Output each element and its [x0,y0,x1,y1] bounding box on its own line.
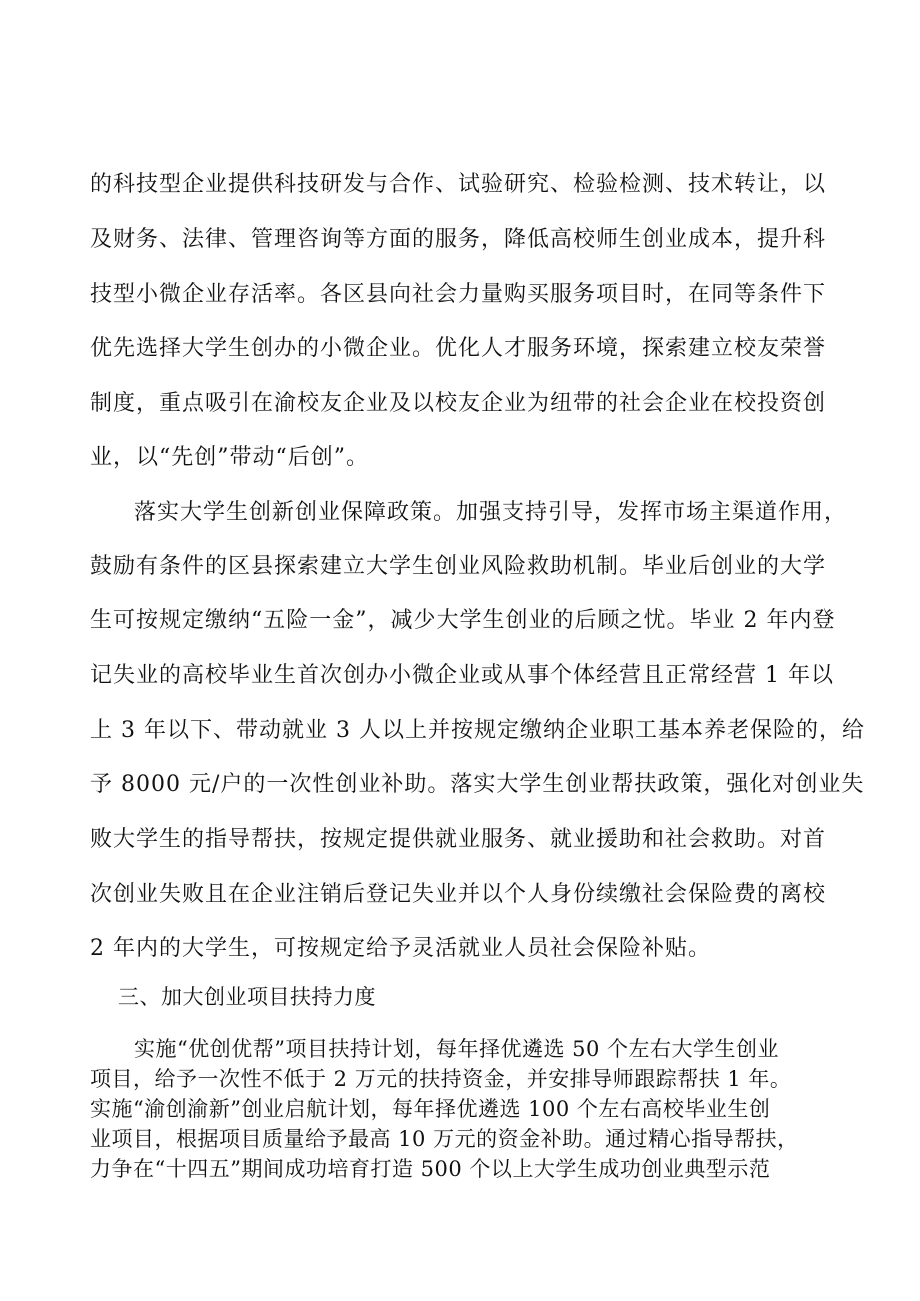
text-line: 实施“渝创渝新”创业启航计划，每年择优遴选 100 个左右高校毕业生创 [90,1097,771,1121]
text-line: 业，以“先创”带动“后创”。 [90,445,369,470]
text-line: 项目，给予一次性不低于 2 万元的扶持资金，并安排导师跟踪帮扶 1 年。 [90,1067,792,1091]
text-line: 的科技型企业提供科技研发与合作、试验研究、检验检测、技术转让，以 [90,172,827,197]
text-line: 记失业的高校毕业生首次创办小微企业或从事个体经营且正常经营 1 年以 [90,663,834,688]
text-line: 上 3 年以下、带动就业 3 人以上并按规定缴纳企业职工基本养老保险的，给 [90,718,865,743]
text-line: 优先选择大学生创办的小微企业。优化人才服务环境，探索建立校友荣誉 [90,336,827,361]
text-line: 及财务、法律、管理咨询等方面的服务，降低高校师生创业成本，提升科 [90,227,827,252]
text-line: 生可按规定缴纳“五险一金”，减少大学生创业的后顾之忧。毕业 2 年内登 [90,608,836,633]
text-line: 2 年内的大学生，可按规定给予灵活就业人员社会保险补贴。 [90,936,711,961]
section-heading: 三、加大创业项目扶持力度 [118,985,376,1009]
text-line: 业项目，根据项目质量给予最高 10 万元的资金补助。通过精心指导帮扶， [90,1127,799,1151]
text-line: 败大学生的指导帮扶，按规定提供就业服务、就业援助和社会救助。对首 [90,827,827,852]
text-line: 技型小微企业存活率。各区县向社会力量购买服务项目时，在同等条件下 [90,282,827,307]
text-line: 力争在“十四五”期间成功培育打造 500 个以上大学生成功创业典型示范 [90,1157,771,1181]
text-line: 制度，重点吸引在渝校友企业及以校友企业为纽带的社会企业在校投资创 [90,391,827,416]
text-line: 落实大学生创新创业保障政策。加强支持引导，发挥市场主渠道作用， [134,500,848,525]
text-line: 予 8000 元/户的一次性创业补助。落实大学生创业帮扶政策，强化对创业失 [90,772,865,797]
text-line: 次创业失败且在企业注销后登记失业并以个人身份续缴社会保险费的离校 [90,882,827,907]
text-line: 鼓励有条件的区县探索建立大学生创业风险救助机制。毕业后创业的大学 [90,554,827,579]
text-line: 实施“优创优帮”项目扶持计划，每年择优遴选 50 个左右大学生创业 [134,1037,780,1061]
